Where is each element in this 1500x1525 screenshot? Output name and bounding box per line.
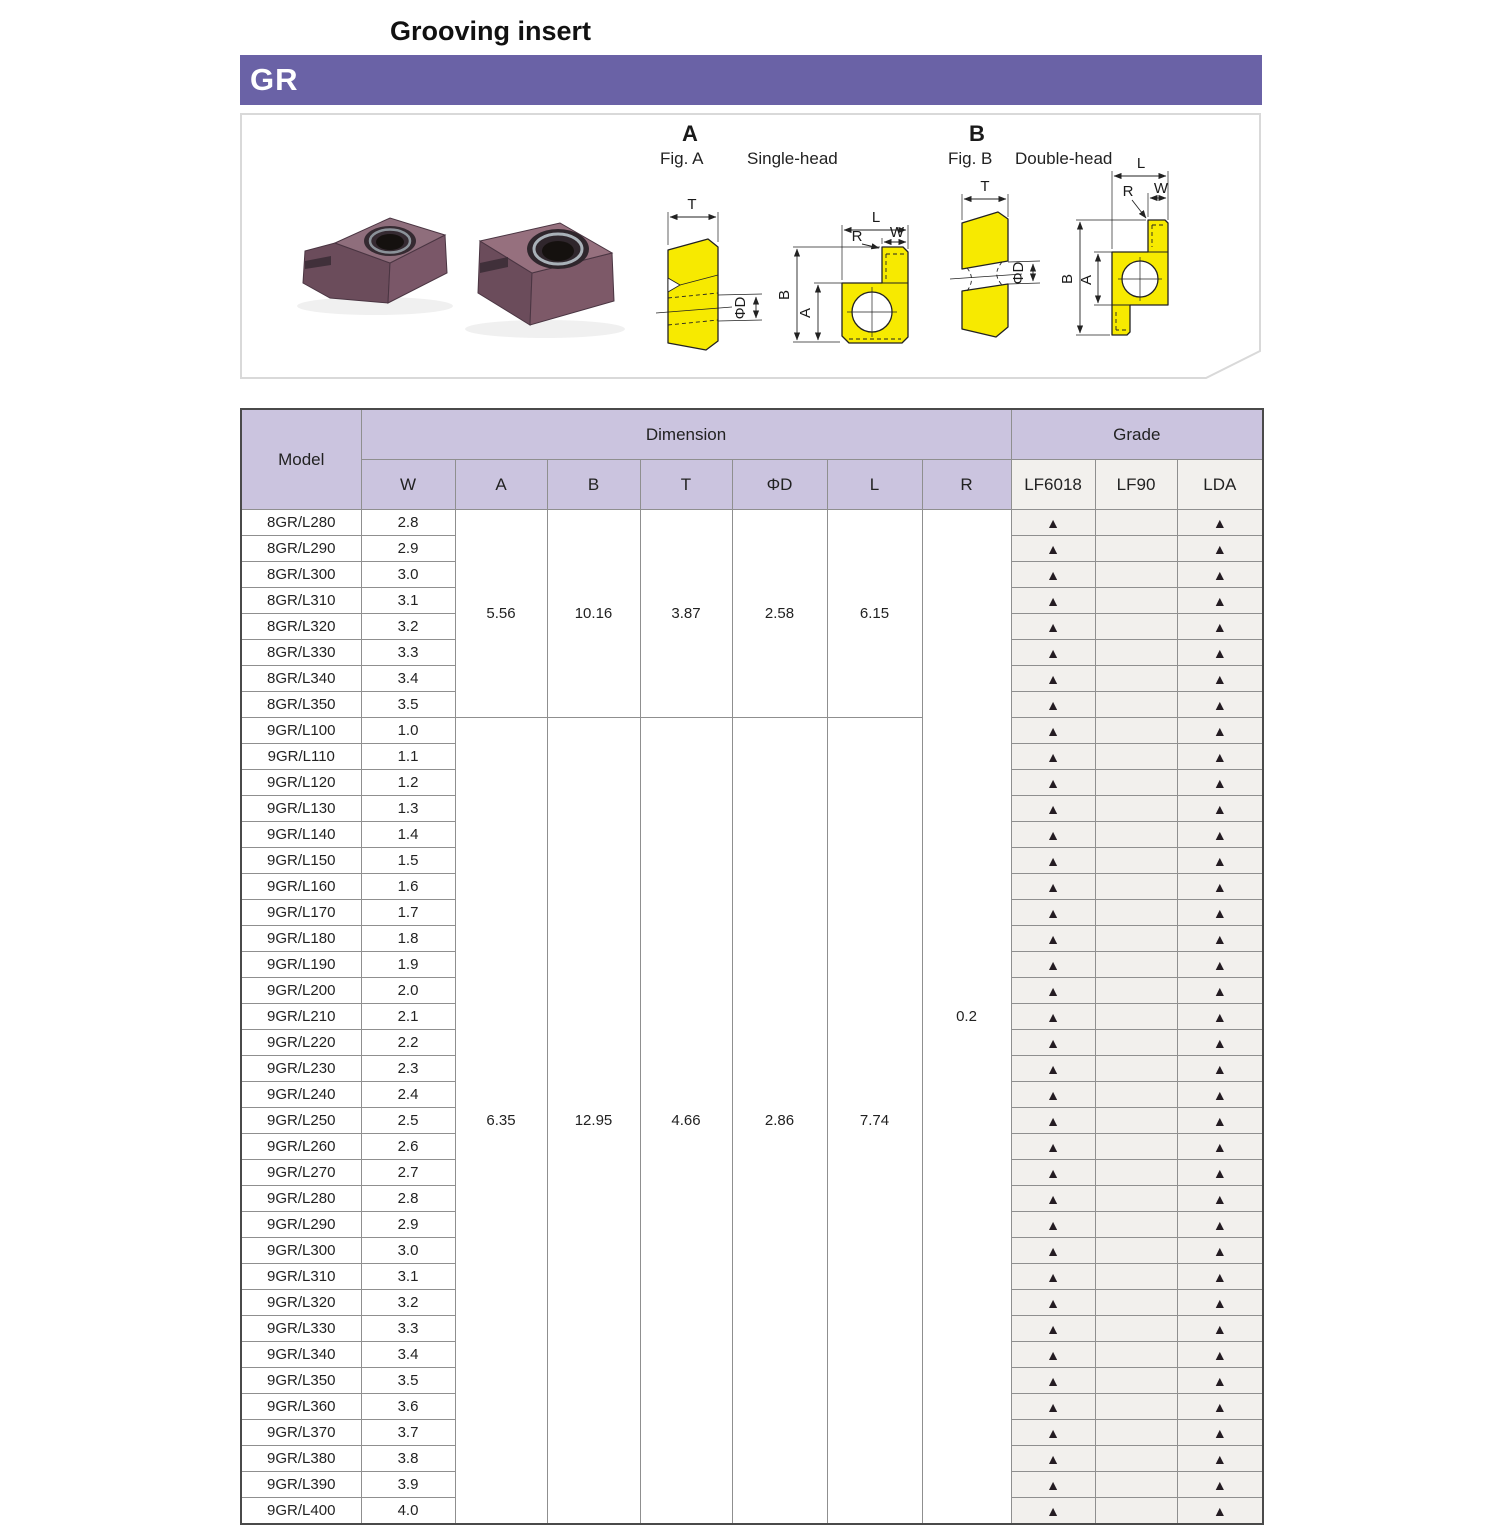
grade-mark-lf6018: ▲ (1011, 978, 1095, 1004)
spec-table-header (241, 409, 1263, 510)
dim-w-cell: 2.9 (361, 1212, 455, 1238)
model-cell: 9GR/L270 (241, 1160, 361, 1186)
grade-mark-lf6018: ▲ (1011, 1290, 1095, 1316)
grade-mark-lf90 (1095, 562, 1177, 588)
header-dim-t: T (640, 460, 732, 510)
fig-a-letter: A (682, 121, 698, 146)
grade-mark-lda: ▲ (1177, 874, 1263, 900)
grade-mark-lda: ▲ (1177, 1394, 1263, 1420)
dim-w-cell: 3.2 (361, 614, 455, 640)
grade-mark-lda: ▲ (1177, 1212, 1263, 1238)
grade-mark-lf90 (1095, 848, 1177, 874)
grade-mark-lf90 (1095, 1316, 1177, 1342)
dim-label-r: R (851, 228, 863, 245)
grade-mark-lf6018: ▲ (1011, 744, 1095, 770)
grade-mark-lf90 (1095, 1082, 1177, 1108)
dim-a-cell: 6.35 (455, 718, 547, 1525)
model-cell: 9GR/L310 (241, 1264, 361, 1290)
grade-mark-lf6018: ▲ (1011, 588, 1095, 614)
model-cell: 9GR/L370 (241, 1420, 361, 1446)
grade-mark-lf6018: ▲ (1011, 1420, 1095, 1446)
dim-a-cell: 5.56 (455, 510, 547, 718)
grade-mark-lf6018: ▲ (1011, 536, 1095, 562)
header-grade-lda: LDA (1177, 460, 1263, 510)
grade-mark-lf90 (1095, 822, 1177, 848)
fig-b-type: Double-head (1015, 149, 1113, 168)
dim-label-a: A (797, 307, 814, 319)
model-cell: 9GR/L250 (241, 1108, 361, 1134)
dim-w-cell: 2.5 (361, 1108, 455, 1134)
model-cell: 9GR/L160 (241, 874, 361, 900)
model-cell: 9GR/L130 (241, 796, 361, 822)
model-cell: 8GR/L350 (241, 692, 361, 718)
dim-w-cell: 3.1 (361, 1264, 455, 1290)
header-grade-lf6018: LF6018 (1011, 460, 1095, 510)
dim-w-cell: 3.0 (361, 562, 455, 588)
grade-mark-lda: ▲ (1177, 1004, 1263, 1030)
series-banner-label: GR (250, 62, 299, 97)
model-cell: 9GR/L340 (241, 1342, 361, 1368)
dim-phid-cell: 2.86 (732, 718, 827, 1525)
grade-mark-lda: ▲ (1177, 1368, 1263, 1394)
grade-mark-lf90 (1095, 1160, 1177, 1186)
grade-mark-lf6018: ▲ (1011, 874, 1095, 900)
grade-mark-lda: ▲ (1177, 770, 1263, 796)
dim-b-cell: 10.16 (547, 510, 640, 718)
dim-w-cell: 3.5 (361, 692, 455, 718)
grade-mark-lda: ▲ (1177, 1186, 1263, 1212)
grade-mark-lf6018: ▲ (1011, 900, 1095, 926)
fig-a-type: Single-head (747, 149, 838, 168)
grade-mark-lf6018: ▲ (1011, 666, 1095, 692)
model-cell: 8GR/L310 (241, 588, 361, 614)
grade-mark-lda: ▲ (1177, 978, 1263, 1004)
dim-label-w: W (889, 224, 905, 241)
grade-mark-lda: ▲ (1177, 900, 1263, 926)
grade-mark-lf6018: ▲ (1011, 1394, 1095, 1420)
grade-mark-lf90 (1095, 1264, 1177, 1290)
dim-w-cell: 2.9 (361, 536, 455, 562)
grade-mark-lf90 (1095, 1030, 1177, 1056)
grade-mark-lf6018: ▲ (1011, 1056, 1095, 1082)
model-cell: 9GR/L170 (241, 900, 361, 926)
grade-mark-lf90 (1095, 744, 1177, 770)
dim-label-w: W (1153, 180, 1169, 197)
model-cell: 9GR/L260 (241, 1134, 361, 1160)
dim-w-cell: 3.7 (361, 1420, 455, 1446)
grade-mark-lf90 (1095, 978, 1177, 1004)
model-cell: 9GR/L350 (241, 1368, 361, 1394)
model-cell: 9GR/L190 (241, 952, 361, 978)
dim-w-cell: 3.9 (361, 1472, 455, 1498)
grade-mark-lf90 (1095, 718, 1177, 744)
dim-t-cell: 3.87 (640, 510, 732, 718)
dim-w-cell: 1.6 (361, 874, 455, 900)
grade-mark-lf6018: ▲ (1011, 562, 1095, 588)
grade-mark-lda: ▲ (1177, 666, 1263, 692)
dim-w-cell: 2.8 (361, 1186, 455, 1212)
model-cell: 9GR/L290 (241, 1212, 361, 1238)
grade-mark-lda: ▲ (1177, 822, 1263, 848)
model-cell: 9GR/L120 (241, 770, 361, 796)
model-cell: 9GR/L200 (241, 978, 361, 1004)
grade-mark-lda: ▲ (1177, 1498, 1263, 1525)
dim-w-cell: 2.4 (361, 1082, 455, 1108)
grade-mark-lf6018: ▲ (1011, 770, 1095, 796)
model-cell: 9GR/L150 (241, 848, 361, 874)
header-dimension: Dimension (361, 409, 1011, 460)
model-cell: 9GR/L180 (241, 926, 361, 952)
dim-w-cell: 2.3 (361, 1056, 455, 1082)
grade-mark-lf6018: ▲ (1011, 1342, 1095, 1368)
grade-mark-lf90 (1095, 1212, 1177, 1238)
dim-l-cell: 7.74 (827, 718, 922, 1525)
grade-mark-lf90 (1095, 874, 1177, 900)
grade-mark-lf90 (1095, 1134, 1177, 1160)
model-cell: 9GR/L300 (241, 1238, 361, 1264)
grade-mark-lda: ▲ (1177, 1082, 1263, 1108)
grade-mark-lf90 (1095, 510, 1177, 536)
grade-mark-lf90 (1095, 926, 1177, 952)
figure-canvas (240, 113, 1262, 380)
grade-mark-lf90 (1095, 1420, 1177, 1446)
grade-mark-lf90 (1095, 1056, 1177, 1082)
dim-w-cell: 3.3 (361, 1316, 455, 1342)
grade-mark-lda: ▲ (1177, 1030, 1263, 1056)
model-cell: 9GR/L320 (241, 1290, 361, 1316)
grade-mark-lf6018: ▲ (1011, 1186, 1095, 1212)
grade-mark-lf6018: ▲ (1011, 1212, 1095, 1238)
dim-label-a: A (1078, 274, 1095, 286)
grade-mark-lf90 (1095, 640, 1177, 666)
dim-w-cell: 3.5 (361, 1368, 455, 1394)
page-title: Grooving insert (390, 16, 592, 46)
grade-mark-lf90 (1095, 1472, 1177, 1498)
grade-mark-lda: ▲ (1177, 744, 1263, 770)
grade-mark-lda: ▲ (1177, 1420, 1263, 1446)
dim-w-cell: 2.2 (361, 1030, 455, 1056)
grade-mark-lda: ▲ (1177, 718, 1263, 744)
dim-label-b: B (1059, 273, 1076, 285)
grade-mark-lf90 (1095, 952, 1177, 978)
grade-mark-lf90 (1095, 796, 1177, 822)
model-cell: 9GR/L360 (241, 1394, 361, 1420)
grade-mark-lf90 (1095, 1368, 1177, 1394)
grade-mark-lf6018: ▲ (1011, 1472, 1095, 1498)
model-cell: 9GR/L380 (241, 1446, 361, 1472)
dim-label-t: T (687, 196, 697, 213)
dim-w-cell: 2.6 (361, 1134, 455, 1160)
model-cell: 8GR/L280 (241, 510, 361, 536)
model-cell: 9GR/L210 (241, 1004, 361, 1030)
grade-mark-lf90 (1095, 1108, 1177, 1134)
model-cell: 8GR/L320 (241, 614, 361, 640)
grade-mark-lf6018: ▲ (1011, 952, 1095, 978)
dim-w-cell: 1.7 (361, 900, 455, 926)
grade-mark-lda: ▲ (1177, 1108, 1263, 1134)
grade-mark-lf6018: ▲ (1011, 640, 1095, 666)
dim-w-cell: 1.2 (361, 770, 455, 796)
grade-mark-lf6018: ▲ (1011, 692, 1095, 718)
fig-b-letter: B (969, 121, 985, 146)
grade-mark-lf90 (1095, 1498, 1177, 1525)
grade-mark-lda: ▲ (1177, 1134, 1263, 1160)
grade-mark-lf90 (1095, 1446, 1177, 1472)
grade-mark-lda: ▲ (1177, 1264, 1263, 1290)
model-cell: 9GR/L280 (241, 1186, 361, 1212)
table-body (241, 510, 1263, 1525)
model-cell: 9GR/L240 (241, 1082, 361, 1108)
model-cell: 9GR/L330 (241, 1316, 361, 1342)
grade-mark-lda: ▲ (1177, 1316, 1263, 1342)
grade-mark-lda: ▲ (1177, 1446, 1263, 1472)
table-row (241, 718, 1263, 744)
grade-mark-lf6018: ▲ (1011, 822, 1095, 848)
model-cell: 9GR/L220 (241, 1030, 361, 1056)
grade-mark-lf6018: ▲ (1011, 510, 1095, 536)
grade-mark-lda: ▲ (1177, 1472, 1263, 1498)
grade-mark-lda: ▲ (1177, 796, 1263, 822)
header-model: Model (241, 409, 361, 510)
model-cell: 9GR/L230 (241, 1056, 361, 1082)
table-row (241, 510, 1263, 536)
model-cell: 8GR/L290 (241, 536, 361, 562)
dim-w-cell: 3.4 (361, 666, 455, 692)
dim-w-cell: 1.8 (361, 926, 455, 952)
grade-mark-lf90 (1095, 692, 1177, 718)
dim-w-cell: 3.8 (361, 1446, 455, 1472)
grade-mark-lda: ▲ (1177, 1238, 1263, 1264)
grade-mark-lf6018: ▲ (1011, 1082, 1095, 1108)
grade-mark-lf90 (1095, 536, 1177, 562)
grade-mark-lf90 (1095, 1238, 1177, 1264)
dim-t-cell: 4.66 (640, 718, 732, 1525)
grade-mark-lf90 (1095, 1342, 1177, 1368)
grade-mark-lda: ▲ (1177, 1160, 1263, 1186)
dim-w-cell: 3.0 (361, 1238, 455, 1264)
series-banner (240, 55, 1262, 105)
model-cell: 9GR/L100 (241, 718, 361, 744)
dim-w-cell: 2.0 (361, 978, 455, 1004)
grade-mark-lda: ▲ (1177, 1290, 1263, 1316)
grade-mark-lda: ▲ (1177, 562, 1263, 588)
grade-mark-lf6018: ▲ (1011, 1134, 1095, 1160)
grade-mark-lf6018: ▲ (1011, 1446, 1095, 1472)
grade-mark-lda: ▲ (1177, 848, 1263, 874)
spec-table (240, 408, 1264, 1525)
model-cell: 9GR/L390 (241, 1472, 361, 1498)
dim-l-cell: 6.15 (827, 510, 922, 718)
dim-w-cell: 1.1 (361, 744, 455, 770)
product-figure-panel (240, 113, 1262, 380)
dim-label-t: T (980, 178, 990, 195)
grade-mark-lf6018: ▲ (1011, 1238, 1095, 1264)
dim-label-b: B (776, 289, 793, 301)
fig-a-label: Fig. A (660, 149, 704, 168)
grade-mark-lf90 (1095, 770, 1177, 796)
grade-mark-lf90 (1095, 1186, 1177, 1212)
dim-w-cell: 1.0 (361, 718, 455, 744)
grade-mark-lf90 (1095, 588, 1177, 614)
grade-mark-lf6018: ▲ (1011, 1368, 1095, 1394)
grade-mark-lf6018: ▲ (1011, 848, 1095, 874)
grade-mark-lda: ▲ (1177, 1342, 1263, 1368)
grade-mark-lf6018: ▲ (1011, 796, 1095, 822)
dim-w-cell: 1.3 (361, 796, 455, 822)
header-dim-b: B (547, 460, 640, 510)
grade-mark-lf6018: ▲ (1011, 1498, 1095, 1525)
grade-mark-lf6018: ▲ (1011, 1108, 1095, 1134)
grade-mark-lf6018: ▲ (1011, 1030, 1095, 1056)
grade-mark-lda: ▲ (1177, 536, 1263, 562)
grade-mark-lda: ▲ (1177, 640, 1263, 666)
dim-r-cell: 0.2 (922, 510, 1011, 1525)
grade-mark-lf90 (1095, 614, 1177, 640)
model-cell: 9GR/L140 (241, 822, 361, 848)
header-dim-phid: ΦD (732, 460, 827, 510)
dim-w-cell: 1.5 (361, 848, 455, 874)
dim-b-cell: 12.95 (547, 718, 640, 1525)
grade-mark-lda: ▲ (1177, 588, 1263, 614)
model-cell: 8GR/L330 (241, 640, 361, 666)
dim-phid-cell: 2.58 (732, 510, 827, 718)
dim-w-cell: 2.8 (361, 510, 455, 536)
grade-mark-lda: ▲ (1177, 614, 1263, 640)
model-cell: 9GR/L400 (241, 1498, 361, 1525)
header-dim-r: R (922, 460, 1011, 510)
dim-w-cell: 3.3 (361, 640, 455, 666)
grade-mark-lda: ▲ (1177, 926, 1263, 952)
dim-w-cell: 4.0 (361, 1498, 455, 1525)
dim-label-l: L (871, 209, 881, 226)
grade-mark-lf6018: ▲ (1011, 614, 1095, 640)
header-dim-a: A (455, 460, 547, 510)
header-dim-w: W (361, 460, 455, 510)
grade-mark-lf6018: ▲ (1011, 718, 1095, 744)
dim-w-cell: 1.4 (361, 822, 455, 848)
dim-w-cell: 3.6 (361, 1394, 455, 1420)
grade-mark-lf90 (1095, 1290, 1177, 1316)
grade-mark-lf90 (1095, 900, 1177, 926)
dim-w-cell: 3.2 (361, 1290, 455, 1316)
header-grade-lf90: LF90 (1095, 460, 1177, 510)
dim-label-r: R (1122, 183, 1134, 200)
grade-mark-lda: ▲ (1177, 1056, 1263, 1082)
model-cell: 8GR/L300 (241, 562, 361, 588)
fig-b-label: Fig. B (948, 149, 993, 168)
grade-mark-lf6018: ▲ (1011, 1264, 1095, 1290)
grade-mark-lf6018: ▲ (1011, 1316, 1095, 1342)
grade-mark-lf90 (1095, 1004, 1177, 1030)
grade-mark-lf90 (1095, 1394, 1177, 1420)
dim-w-cell: 3.4 (361, 1342, 455, 1368)
dim-w-cell: 2.1 (361, 1004, 455, 1030)
grade-mark-lda: ▲ (1177, 692, 1263, 718)
model-cell: 8GR/L340 (241, 666, 361, 692)
dim-w-cell: 1.9 (361, 952, 455, 978)
grade-mark-lda: ▲ (1177, 952, 1263, 978)
dim-label-phid: ΦD (1010, 261, 1027, 285)
dim-label-l: L (1136, 155, 1146, 172)
grade-mark-lf90 (1095, 666, 1177, 692)
grade-mark-lda: ▲ (1177, 510, 1263, 536)
grade-mark-lf6018: ▲ (1011, 926, 1095, 952)
dim-label-phid: ΦD (732, 296, 749, 320)
grade-mark-lf6018: ▲ (1011, 1004, 1095, 1030)
grade-mark-lf6018: ▲ (1011, 1160, 1095, 1186)
dim-w-cell: 2.7 (361, 1160, 455, 1186)
header-dim-l: L (827, 460, 922, 510)
dim-w-cell: 3.1 (361, 588, 455, 614)
model-cell: 9GR/L110 (241, 744, 361, 770)
header-grade: Grade (1011, 409, 1263, 460)
